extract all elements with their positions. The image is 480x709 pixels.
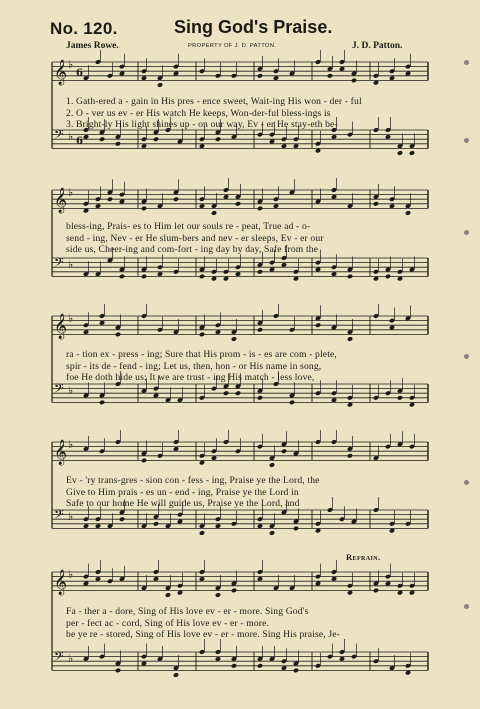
lyric-line: Fa - ther a - dore, Sing of His love ev - er - more. Sing God's — [66, 606, 309, 617]
composer-credit: J. D. Patton. — [352, 41, 403, 51]
svg-text:𝄞: 𝄞 — [54, 570, 68, 595]
lyric-line: Safe to our home He will guide us, Praise ye the Lord, and — [66, 498, 300, 509]
binder-hole — [464, 480, 469, 485]
binder-hole — [464, 60, 469, 65]
lyric-line: 1. Gath-ered a - gain in His pres - ence sweet, Wait-ing His won - der - ful — [66, 96, 362, 107]
binder-hole — [464, 604, 469, 609]
svg-text:𝄞: 𝄞 — [54, 188, 68, 213]
lyric-line: send - ing, Nev - er He slum-bers and nev - er sleeps, Ev - er our — [66, 232, 324, 244]
svg-text:6: 6 — [76, 136, 83, 147]
svg-text:𝄞: 𝄞 — [54, 60, 68, 85]
svg-text:♭: ♭ — [68, 438, 74, 451]
svg-text:𝄢: 𝄢 — [54, 649, 64, 667]
binder-hole — [464, 230, 469, 235]
svg-text:♭: ♭ — [68, 312, 74, 325]
hymn-number: No. 120. — [50, 19, 118, 38]
svg-text:♭: ♭ — [68, 510, 74, 523]
svg-text:♭: ♭ — [68, 258, 74, 271]
lyrics-system-4 — [66, 475, 426, 510]
svg-text:♭: ♭ — [68, 568, 74, 581]
lyric-line: 2. O - ver us ev - er His watch He keeps, Won-der-ful bless-ings is — [66, 107, 331, 119]
svg-text:♭: ♭ — [68, 130, 74, 143]
lyric-line: per - fect ac - cord, Sing of His love ev - er - more. — [66, 617, 270, 629]
lyric-line: side us, Cheer-ing and com-fort - ing day by day, Safe from the — [66, 244, 319, 255]
svg-text:♭: ♭ — [68, 58, 74, 71]
svg-text:𝄢: 𝄢 — [54, 507, 64, 525]
lyrics-system-2 — [66, 221, 426, 256]
lyrics-system-1 — [66, 96, 426, 131]
svg-text:𝄢: 𝄢 — [54, 127, 64, 145]
lyricist-credit: James Rowe. — [66, 41, 119, 51]
lyrics-system-3 — [66, 349, 426, 384]
lyrics-system-5 — [66, 606, 426, 641]
lyric-line: Ev - 'ry trans-gres - sion con - fess - ing, Praise ye the Lord, the — [66, 475, 320, 486]
lyric-line: be ye re - stored, Sing of His love ev - er - more. Sing His praise, Je- — [66, 629, 341, 640]
lyric-line: 3. Bright-ly His light shines up - on our way, Ev - er He stay-eth be- — [66, 119, 338, 130]
svg-text:𝄞: 𝄞 — [54, 440, 68, 465]
binder-hole — [464, 354, 469, 359]
lyric-line: bless-ing, Prais- es to Him let our souls re - peat, True ad - o- — [66, 221, 311, 232]
svg-text:𝄢: 𝄢 — [54, 255, 64, 273]
lyric-line: Give to Him prais - es un - end - ing, Praise ye the Lord in — [66, 486, 299, 498]
svg-text:𝄢: 𝄢 — [54, 381, 64, 399]
refrain-label: Refrain. — [346, 552, 381, 562]
lyric-line: ra - tion ex - press - ing; Sure that His prom - is - es are com - plete, — [66, 349, 337, 360]
lyric-line: spir - its de - fend - ing; Let us, then, hon - or His name in song, — [66, 360, 322, 372]
svg-text:♭: ♭ — [68, 186, 74, 199]
svg-text:6: 6 — [76, 68, 83, 79]
lyric-line: foe He doth hide us; It we are trust - ing His match - less love, — [66, 372, 315, 383]
svg-text:♭: ♭ — [68, 652, 74, 665]
property-notice: PROPERTY OF J. D. PATTON. — [188, 43, 277, 49]
svg-text:♭: ♭ — [68, 384, 74, 397]
binder-hole — [464, 138, 469, 143]
svg-text:𝄞: 𝄞 — [54, 314, 68, 339]
hymn-title: Sing God's Praise. — [174, 17, 333, 37]
